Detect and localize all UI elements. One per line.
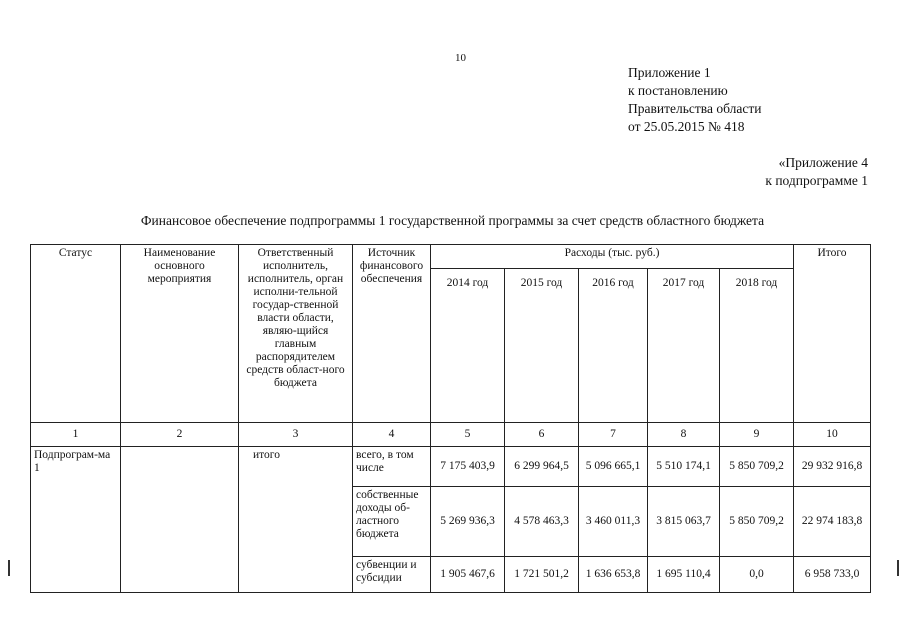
header-executor: Ответственный исполнитель, исполнитель, орган исполни-тельной государ-ственной власти области, являю-щийся главным распорядителем средств област-ного бюджета <box>239 245 353 423</box>
right-margin-mark <box>897 560 899 576</box>
appendix-header <box>628 64 761 136</box>
column-index: 5 <box>431 423 505 447</box>
value-cell: 5 510 174,1 <box>648 447 720 487</box>
column-index: 9 <box>720 423 794 447</box>
value-cell: 6 299 964,5 <box>505 447 579 487</box>
value-cell: 1 721 501,2 <box>505 557 579 593</box>
source-cell: субвенции и субсидии <box>353 557 431 593</box>
header-year-2016: 2016 год <box>579 269 648 423</box>
header-total: Итого <box>794 245 871 423</box>
value-cell: 5 850 709,2 <box>720 447 794 487</box>
header-expenses: Расходы (тыс. руб.) <box>431 245 794 269</box>
column-index: 1 <box>31 423 121 447</box>
value-cell: 1 636 653,8 <box>579 557 648 593</box>
header-year-2017: 2017 год <box>648 269 720 423</box>
sub-appendix-header <box>765 154 868 190</box>
source-cell: всего, в том числе <box>353 447 431 487</box>
column-index: 6 <box>505 423 579 447</box>
column-index: 7 <box>579 423 648 447</box>
appendix-line: от 25.05.2015 № 418 <box>628 119 745 134</box>
header-year-2018: 2018 год <box>720 269 794 423</box>
value-cell: 5 096 665,1 <box>579 447 648 487</box>
value-cell: 0,0 <box>720 557 794 593</box>
measure-cell <box>121 447 239 593</box>
header-source: Источник финансового обеспечения <box>353 245 431 423</box>
value-cell: 3 460 011,3 <box>579 487 648 557</box>
page-number: 10 <box>455 52 466 64</box>
value-cell: 3 815 063,7 <box>648 487 720 557</box>
appendix-line: к постановлению <box>628 83 728 98</box>
column-index: 4 <box>353 423 431 447</box>
value-cell: 7 175 403,9 <box>431 447 505 487</box>
financing-table <box>30 244 871 593</box>
total-cell: 6 958 733,0 <box>794 557 871 593</box>
column-index-row <box>31 423 871 447</box>
sub-appendix-line: «Приложение 4 <box>778 155 868 170</box>
appendix-line: Приложение 1 <box>628 65 711 80</box>
value-cell: 4 578 463,3 <box>505 487 579 557</box>
value-cell: 1 695 110,4 <box>648 557 720 593</box>
status-cell: Подпрограм-ма 1 <box>31 447 121 593</box>
appendix-line: Правительства области <box>628 101 762 116</box>
column-index: 10 <box>794 423 871 447</box>
header-year-2015: 2015 год <box>505 269 579 423</box>
header-year-2014: 2014 год <box>431 269 505 423</box>
column-index: 2 <box>121 423 239 447</box>
document-title: Финансовое обеспечение подпрограммы 1 государственной программы за счет средств областного бюджета <box>140 213 765 228</box>
column-index: 8 <box>648 423 720 447</box>
left-margin-mark <box>8 560 10 576</box>
header-measure: Наименование основного мероприятия <box>121 245 239 423</box>
sub-appendix-line: к подпрограмме 1 <box>765 173 868 188</box>
table-row <box>31 447 871 487</box>
total-cell: 22 974 183,8 <box>794 487 871 557</box>
value-cell: 5 269 936,3 <box>431 487 505 557</box>
value-cell: 1 905 467,6 <box>431 557 505 593</box>
column-index: 3 <box>239 423 353 447</box>
executor-cell: итого <box>239 447 353 593</box>
value-cell: 5 850 709,2 <box>720 487 794 557</box>
header-status: Статус <box>31 245 121 423</box>
total-cell: 29 932 916,8 <box>794 447 871 487</box>
source-cell: собственные доходы об-ластного бюджета <box>353 487 431 557</box>
